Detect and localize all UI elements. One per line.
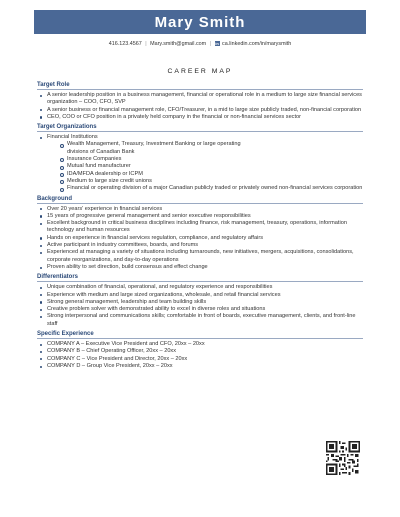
list-item: Experienced at managing a variety of situations including turnarounds, new initiatives, mergers, acquisitions, consolidations, corporate reorganizations, and day-to-day operations	[37, 249, 363, 264]
bullet-list	[37, 284, 363, 328]
sub-list-item: IDA/MFDA dealership or ICPM	[37, 171, 363, 178]
list-item: Hands on experience in financial services regulation, compliance, and regulatory affairs	[37, 235, 363, 242]
linkedin-link[interactable]: ca.linkedin.com/in/marysmith	[222, 41, 292, 47]
candidate-name: Mary Smith	[154, 13, 246, 31]
bullet-list	[37, 134, 363, 192]
sub-list-item: Wealth Management, Treasury, Investment Banking or large operating divisions of Canadian Bank	[37, 141, 363, 156]
section-background	[37, 196, 363, 272]
section-target-organizations	[37, 124, 363, 192]
list-item: Financial Institutions	[37, 134, 363, 141]
list-item: COMPANY D – Group Vice President, 20xx – 20xx	[37, 363, 363, 370]
email-link[interactable]: Mary.smith@gmail.com	[150, 41, 207, 47]
bullet-list	[37, 206, 363, 272]
qr-code-icon[interactable]	[326, 441, 360, 475]
section-heading: Specific Experience	[37, 331, 363, 339]
section-heading: Background	[37, 196, 363, 204]
list-item: Excellent background in critical business disciplines including finance, risk management, treasury, operations, information technology and human resources	[37, 220, 363, 235]
list-item: Unique combination of financial, operational, and regulatory experience and responsibilities	[37, 284, 363, 291]
phone-number: 416.123.4567	[108, 41, 142, 47]
resume-body	[37, 82, 363, 373]
list-item: Strong general management, leadership and team building skills	[37, 299, 363, 306]
section-heading: Differentiators	[37, 274, 363, 282]
list-item: COMPANY A – Executive Vice President and CFO, 20xx – 20xx	[37, 341, 363, 348]
list-item: Strong interpersonal and communications skills; comfortable in front of boards, executive management, clients, and front-line staff	[37, 313, 363, 328]
section-heading: Target Role	[37, 82, 363, 90]
list-item: COMPANY C – Vice President and Director, 20xx – 20xx	[37, 356, 363, 363]
list-item: A senior business or financial management role, CFO/Treasurer, in a mid to large size publicly traded, non-financial corporation	[37, 107, 363, 114]
list-item: Active participant in industry committees, boards, and forums	[37, 242, 363, 249]
section-target-role	[37, 82, 363, 121]
bullet-list	[37, 341, 363, 370]
sub-list-item: Financial or operating division of a major Canadian publicly traded or privately owned non-financial services corporation	[37, 185, 363, 192]
section-heading: Target Organizations	[37, 124, 363, 132]
list-item: Experience with medium and large sized organizations, wholesale, and retail financial services	[37, 292, 363, 299]
list-item: Creative problem solver with demonstrated ability to excel in diverse roles and situations	[37, 306, 363, 313]
list-item: COMPANY B – Chief Operating Officer, 20xx – 20xx	[37, 348, 363, 355]
list-item: Over 20 years' experience in financial services	[37, 206, 363, 213]
list-item: CEO, COO or CFO position in a privately held company in the financial or non-financial services sector	[37, 114, 363, 121]
name-banner	[34, 10, 366, 34]
section-specific-experience	[37, 331, 363, 370]
section-differentiators	[37, 274, 363, 328]
list-item: Proven ability to set direction, build consensus and effect change	[37, 264, 363, 271]
sub-list-item: Insurance Companies	[37, 156, 363, 163]
bullet-list	[37, 92, 363, 121]
contact-line: 416.123.4567 | Mary.smith@gmail.com | in ca.linkedin.com/in/marysmith	[108, 41, 292, 47]
sub-list-item: Medium to large size credit unions	[37, 178, 363, 185]
sub-list-item: Mutual fund manufacturer	[37, 163, 363, 170]
list-item: 15 years of progressive general management and senior executive responsibilities	[37, 213, 363, 220]
list-item: A senior leadership position in a business management, financial or operational role in a medium to large size financial services organization – COO, CFO, SVP	[37, 92, 363, 107]
linkedin-icon: in	[215, 41, 219, 47]
document-title: CAREER MAP	[167, 68, 233, 75]
